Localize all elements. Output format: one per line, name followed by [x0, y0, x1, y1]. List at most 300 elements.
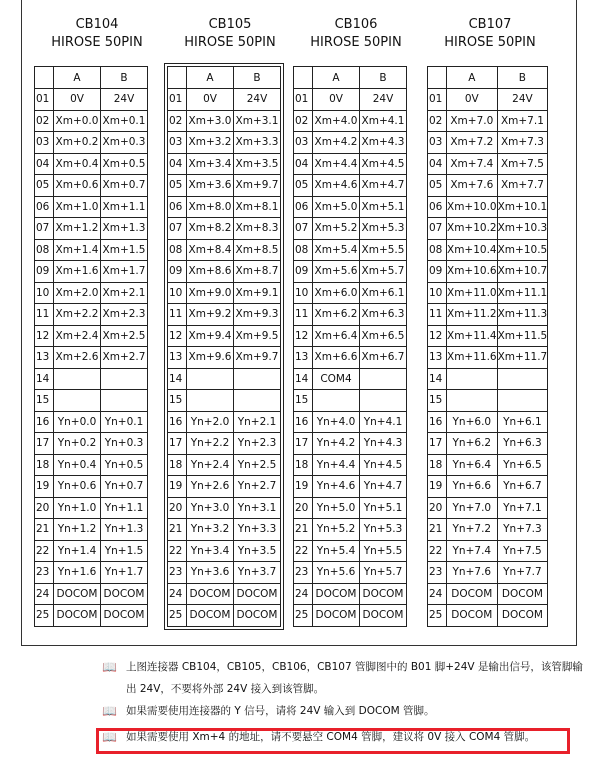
pin-signal-a: DOCOM	[187, 583, 234, 605]
pin-signal-b: Xm+10.5	[497, 239, 548, 261]
pin-signal-b: Xm+8.1	[234, 196, 281, 218]
table-row	[428, 239, 548, 261]
header-col-b: B	[101, 67, 148, 89]
pin-signal-b	[101, 368, 148, 390]
pin-number: 14	[294, 368, 313, 390]
pin-signal-a: Yn+5.2	[313, 519, 360, 541]
pin-number: 10	[168, 282, 187, 304]
table-row	[35, 476, 148, 498]
table-row	[35, 175, 148, 197]
pin-number: 13	[294, 347, 313, 369]
table-row	[35, 433, 148, 455]
pin-signal-b: 24V	[497, 89, 548, 111]
pin-signal-a: Xm+1.4	[54, 239, 101, 261]
table-row	[35, 390, 148, 412]
table-row	[168, 368, 281, 390]
table-row	[168, 239, 281, 261]
pin-signal-a: Yn+3.4	[187, 540, 234, 562]
pin-number: 24	[35, 583, 54, 605]
pin-number: 06	[35, 196, 54, 218]
pin-signal-a: Xm+3.0	[187, 110, 234, 132]
pin-number: 03	[35, 132, 54, 154]
pin-signal-b: Yn+0.3	[101, 433, 148, 455]
note-item	[102, 656, 592, 700]
table-row	[35, 562, 148, 584]
pin-signal-b: Yn+0.1	[101, 411, 148, 433]
table-row	[428, 304, 548, 326]
header-col-b: B	[234, 67, 281, 89]
pin-signal-b: Yn+7.7	[497, 562, 548, 584]
table-header-row	[35, 67, 148, 89]
pin-signal-b	[101, 390, 148, 412]
pin-signal-b: Xm+2.1	[101, 282, 148, 304]
pin-signal-a	[313, 390, 360, 412]
connector-name: CB106	[334, 17, 378, 32]
pin-signal-b: Xm+3.1	[234, 110, 281, 132]
pin-number: 05	[35, 175, 54, 197]
pin-signal-a	[447, 368, 498, 390]
pin-number: 07	[35, 218, 54, 240]
table-row	[294, 540, 407, 562]
pin-signal-b: Yn+5.5	[360, 540, 407, 562]
pin-signal-a: Xm+0.2	[54, 132, 101, 154]
connector-cb106	[293, 0, 419, 627]
pin-signal-b: Xm+4.3	[360, 132, 407, 154]
pin-signal-a: Yn+2.4	[187, 454, 234, 476]
pin-signal-b: Xm+2.7	[101, 347, 148, 369]
pin-number: 19	[428, 476, 447, 498]
pin-number: 05	[294, 175, 313, 197]
pin-signal-a	[54, 368, 101, 390]
note-item	[102, 700, 592, 722]
pin-signal-a: Yn+1.2	[54, 519, 101, 541]
pin-number: 11	[168, 304, 187, 326]
pin-signal-b: Xm+8.3	[234, 218, 281, 240]
pin-signal-b: Xm+4.5	[360, 153, 407, 175]
pin-signal-b: Xm+7.1	[497, 110, 548, 132]
pin-signal-b: Yn+3.1	[234, 497, 281, 519]
table-row	[294, 153, 407, 175]
table-row	[168, 347, 281, 369]
pin-signal-b: Xm+8.7	[234, 261, 281, 283]
pin-signal-b: DOCOM	[497, 605, 548, 627]
table-row	[428, 325, 548, 347]
pin-signal-b: 24V	[360, 89, 407, 111]
pin-signal-a: 0V	[313, 89, 360, 111]
pin-signal-a: Yn+7.2	[447, 519, 498, 541]
pin-signal-b: Xm+0.5	[101, 153, 148, 175]
pin-signal-b: DOCOM	[101, 583, 148, 605]
pin-number: 11	[35, 304, 54, 326]
table-row	[428, 110, 548, 132]
table-row	[428, 497, 548, 519]
table-row	[428, 347, 548, 369]
pin-number: 07	[294, 218, 313, 240]
pin-signal-a: Xm+4.0	[313, 110, 360, 132]
table-row	[294, 411, 407, 433]
header-col-b: B	[360, 67, 407, 89]
pin-signal-a: Xm+3.6	[187, 175, 234, 197]
pin-signal-a: Xm+5.4	[313, 239, 360, 261]
pin-signal-b: Yn+2.1	[234, 411, 281, 433]
table-row	[294, 583, 407, 605]
table-row	[294, 433, 407, 455]
pin-signal-b: Yn+5.7	[360, 562, 407, 584]
pin-number: 07	[428, 218, 447, 240]
pin-number: 02	[168, 110, 187, 132]
pin-signal-b: Xm+8.5	[234, 239, 281, 261]
pin-number: 13	[35, 347, 54, 369]
pin-number: 18	[35, 454, 54, 476]
pin-number: 08	[35, 239, 54, 261]
pin-signal-a: Yn+3.0	[187, 497, 234, 519]
pin-signal-a: Xm+6.6	[313, 347, 360, 369]
pin-signal-a: Xm+8.4	[187, 239, 234, 261]
pin-signal-b: Xm+6.3	[360, 304, 407, 326]
pin-number: 21	[294, 519, 313, 541]
pin-signal-a: Xm+8.6	[187, 261, 234, 283]
pin-number: 09	[294, 261, 313, 283]
pin-number: 05	[428, 175, 447, 197]
pin-number: 04	[294, 153, 313, 175]
pin-number: 15	[428, 390, 447, 412]
pin-signal-a: COM4	[313, 368, 360, 390]
pin-signal-b	[234, 390, 281, 412]
pin-signal-b: Yn+0.5	[101, 454, 148, 476]
table-row	[168, 433, 281, 455]
pin-signal-b: Yn+7.1	[497, 497, 548, 519]
table-row	[168, 110, 281, 132]
pin-number: 17	[428, 433, 447, 455]
pin-signal-a: Xm+1.2	[54, 218, 101, 240]
table-row	[35, 325, 148, 347]
pin-table	[427, 66, 548, 627]
pin-signal-b: Xm+7.5	[497, 153, 548, 175]
pin-signal-a	[54, 390, 101, 412]
pin-signal-a: Xm+4.2	[313, 132, 360, 154]
pin-number: 24	[428, 583, 447, 605]
pin-signal-b: Yn+0.7	[101, 476, 148, 498]
pin-signal-b: Yn+7.5	[497, 540, 548, 562]
pin-signal-b: Yn+6.7	[497, 476, 548, 498]
pin-signal-b: Yn+3.3	[234, 519, 281, 541]
connector-type: HIROSE 50PIN	[184, 35, 276, 50]
pin-signal-a: Xm+7.0	[447, 110, 498, 132]
table-row	[168, 519, 281, 541]
pin-signal-a: Yn+0.4	[54, 454, 101, 476]
pin-number: 03	[428, 132, 447, 154]
pin-table	[293, 66, 407, 627]
pin-number: 01	[294, 89, 313, 111]
pin-signal-b: DOCOM	[101, 605, 148, 627]
pin-signal-a: Yn+3.2	[187, 519, 234, 541]
pin-signal-a: Xm+4.6	[313, 175, 360, 197]
pin-signal-a: Xm+10.6	[447, 261, 498, 283]
table-row	[168, 454, 281, 476]
pin-signal-a: Yn+5.4	[313, 540, 360, 562]
pin-signal-a: Xm+5.0	[313, 196, 360, 218]
pin-signal-a: Xm+7.2	[447, 132, 498, 154]
note-text: 如果需要使用 Xm+4 的地址，请不要悬空 COM4 管脚，建议将 0V 接入 COM4 管脚。	[126, 731, 536, 743]
table-row	[35, 239, 148, 261]
table-row	[35, 261, 148, 283]
pin-signal-b: Xm+5.1	[360, 196, 407, 218]
pin-number: 15	[35, 390, 54, 412]
connector-type: HIROSE 50PIN	[310, 35, 402, 50]
pin-signal-b: Xm+5.3	[360, 218, 407, 240]
pin-signal-a: Xm+2.2	[54, 304, 101, 326]
pin-signal-a: Xm+2.4	[54, 325, 101, 347]
connector-cb105	[167, 0, 293, 627]
pin-number: 16	[168, 411, 187, 433]
pin-signal-b: Xm+0.1	[101, 110, 148, 132]
table-row	[294, 261, 407, 283]
pin-signal-b: Yn+7.3	[497, 519, 548, 541]
pin-signal-a: Yn+6.6	[447, 476, 498, 498]
table-row	[428, 175, 548, 197]
table-row	[294, 196, 407, 218]
pin-signal-a: Xm+1.6	[54, 261, 101, 283]
table-row	[428, 433, 548, 455]
pin-signal-a: Yn+7.6	[447, 562, 498, 584]
pin-signal-b: Yn+4.5	[360, 454, 407, 476]
pin-table	[34, 66, 148, 627]
pin-number: 06	[294, 196, 313, 218]
table-row	[428, 583, 548, 605]
pin-number: 16	[428, 411, 447, 433]
table-row	[428, 519, 548, 541]
pin-signal-a: Xm+11.6	[447, 347, 498, 369]
table-row	[168, 411, 281, 433]
table-row	[168, 153, 281, 175]
pin-signal-a: Yn+7.0	[447, 497, 498, 519]
table-row	[294, 325, 407, 347]
table-row	[168, 261, 281, 283]
pin-number: 02	[35, 110, 54, 132]
pin-number: 22	[168, 540, 187, 562]
table-row	[35, 605, 148, 627]
table-row	[294, 304, 407, 326]
table-row	[35, 110, 148, 132]
pin-signal-a: Xm+10.0	[447, 196, 498, 218]
pin-signal-b: Xm+10.1	[497, 196, 548, 218]
header-blank	[168, 67, 187, 89]
pin-number: 02	[428, 110, 447, 132]
pin-signal-b: Yn+1.3	[101, 519, 148, 541]
pin-signal-a: Yn+1.4	[54, 540, 101, 562]
pin-signal-a: Xm+7.6	[447, 175, 498, 197]
pin-signal-b	[234, 368, 281, 390]
table-row	[168, 304, 281, 326]
pin-signal-a: Yn+2.6	[187, 476, 234, 498]
header-col-a: A	[447, 67, 498, 89]
table-row	[428, 605, 548, 627]
red-highlight-box	[96, 728, 570, 754]
table-row	[428, 261, 548, 283]
pin-number: 11	[428, 304, 447, 326]
pin-number: 08	[428, 239, 447, 261]
pin-signal-a: Yn+6.0	[447, 411, 498, 433]
pin-signal-a: DOCOM	[187, 605, 234, 627]
pin-signal-a: Xm+9.0	[187, 282, 234, 304]
book-icon: 📖	[102, 660, 117, 674]
pin-signal-a: 0V	[447, 89, 498, 111]
pin-number: 16	[294, 411, 313, 433]
pin-signal-b: Xm+7.3	[497, 132, 548, 154]
pin-number: 24	[168, 583, 187, 605]
pin-signal-a: Yn+5.6	[313, 562, 360, 584]
pin-signal-a: Xm+11.2	[447, 304, 498, 326]
table-row	[294, 390, 407, 412]
pin-signal-a: Xm+6.2	[313, 304, 360, 326]
pin-signal-b: Xm+1.7	[101, 261, 148, 283]
pin-signal-a: DOCOM	[54, 583, 101, 605]
pin-signal-b: Xm+1.5	[101, 239, 148, 261]
pin-signal-b: Xm+0.7	[101, 175, 148, 197]
table-row	[168, 390, 281, 412]
table-row	[35, 218, 148, 240]
header-col-b: B	[497, 67, 548, 89]
pin-signal-a: Xm+3.2	[187, 132, 234, 154]
pin-number: 25	[35, 605, 54, 627]
pin-number: 09	[35, 261, 54, 283]
table-row	[428, 540, 548, 562]
pin-signal-b: Xm+9.1	[234, 282, 281, 304]
table-header-row	[428, 67, 548, 89]
pin-signal-a: 0V	[54, 89, 101, 111]
table-row	[428, 454, 548, 476]
pin-signal-a: Xm+6.4	[313, 325, 360, 347]
pin-signal-a: 0V	[187, 89, 234, 111]
table-row	[428, 218, 548, 240]
pin-signal-b: 24V	[234, 89, 281, 111]
header-blank	[294, 67, 313, 89]
table-row	[168, 497, 281, 519]
pin-signal-a: Xm+3.4	[187, 153, 234, 175]
table-row	[168, 282, 281, 304]
pin-number: 21	[35, 519, 54, 541]
pin-number: 22	[294, 540, 313, 562]
table-row	[294, 562, 407, 584]
pin-signal-b	[360, 368, 407, 390]
pin-signal-b: Xm+10.7	[497, 261, 548, 283]
pin-signal-a: Xm+2.6	[54, 347, 101, 369]
pin-signal-b: DOCOM	[360, 583, 407, 605]
note-text: 如果需要使用连接器的 Y 信号，请将 24V 输入到 DOCOM 管脚。	[126, 705, 435, 717]
pin-number: 10	[35, 282, 54, 304]
table-row	[428, 282, 548, 304]
pin-number: 17	[294, 433, 313, 455]
pin-signal-b: Yn+4.3	[360, 433, 407, 455]
table-row	[168, 325, 281, 347]
pin-signal-b: DOCOM	[234, 605, 281, 627]
table-row	[168, 476, 281, 498]
pin-number: 19	[168, 476, 187, 498]
pin-signal-b: Xm+9.3	[234, 304, 281, 326]
table-row	[35, 368, 148, 390]
table-row	[294, 132, 407, 154]
pin-number: 07	[168, 218, 187, 240]
pin-signal-b: Xm+11.7	[497, 347, 548, 369]
pin-number: 12	[35, 325, 54, 347]
pin-signal-b: DOCOM	[497, 583, 548, 605]
table-row	[168, 605, 281, 627]
table-row	[168, 583, 281, 605]
pin-signal-a: Yn+4.2	[313, 433, 360, 455]
pin-signal-a: Xm+9.2	[187, 304, 234, 326]
pin-signal-b	[497, 368, 548, 390]
pin-number: 25	[428, 605, 447, 627]
table-row	[294, 89, 407, 111]
pin-signal-a: Xm+9.6	[187, 347, 234, 369]
pin-signal-b: Xm+5.5	[360, 239, 407, 261]
book-icon: 📖	[102, 704, 117, 718]
header-blank	[35, 67, 54, 89]
pin-signal-a	[447, 390, 498, 412]
table-row	[35, 304, 148, 326]
pin-signal-a	[187, 390, 234, 412]
pin-signal-b: Xm+10.3	[497, 218, 548, 240]
pin-signal-b: Xm+3.3	[234, 132, 281, 154]
pin-signal-b: Xm+2.5	[101, 325, 148, 347]
book-icon: 📖	[102, 730, 117, 744]
pin-number: 23	[168, 562, 187, 584]
pin-signal-a: Xm+4.4	[313, 153, 360, 175]
note-text: 上图连接器 CB104，CB105，CB106，CB107 管脚图中的 B01 脚+24V 是输出信号，该管脚输出 24V，不要将外部 24V 接入到该管脚。	[126, 661, 583, 695]
pin-signal-a: Yn+2.2	[187, 433, 234, 455]
pin-signal-b	[360, 390, 407, 412]
pin-number: 09	[428, 261, 447, 283]
pin-signal-a: Xm+8.2	[187, 218, 234, 240]
pin-signal-b: Yn+3.7	[234, 562, 281, 584]
pin-signal-a: Xm+0.4	[54, 153, 101, 175]
pin-signal-b: DOCOM	[234, 583, 281, 605]
pin-signal-a: Xm+0.0	[54, 110, 101, 132]
table-row	[35, 583, 148, 605]
pin-signal-b: Yn+2.5	[234, 454, 281, 476]
header-col-a: A	[54, 67, 101, 89]
pin-signal-b	[497, 390, 548, 412]
table-row	[294, 282, 407, 304]
pin-number: 21	[168, 519, 187, 541]
pin-number: 13	[428, 347, 447, 369]
table-row	[428, 368, 548, 390]
pin-signal-a	[187, 368, 234, 390]
pin-number: 13	[168, 347, 187, 369]
pin-signal-b: Xm+3.5	[234, 153, 281, 175]
pin-number: 17	[168, 433, 187, 455]
pin-signal-a: Xm+10.4	[447, 239, 498, 261]
table-row	[428, 562, 548, 584]
pin-signal-b: Xm+6.5	[360, 325, 407, 347]
table-row	[35, 153, 148, 175]
pin-number: 12	[294, 325, 313, 347]
pin-signal-a: Yn+6.4	[447, 454, 498, 476]
pin-signal-b: Xm+11.5	[497, 325, 548, 347]
connector-title	[167, 16, 293, 54]
pin-number: 03	[168, 132, 187, 154]
pin-signal-b: Xm+9.7	[234, 175, 281, 197]
pin-signal-b: Yn+6.3	[497, 433, 548, 455]
pin-signal-b: Yn+5.3	[360, 519, 407, 541]
table-row	[35, 89, 148, 111]
pin-signal-a: DOCOM	[54, 605, 101, 627]
pin-number: 10	[428, 282, 447, 304]
pin-number: 02	[294, 110, 313, 132]
pin-signal-b: Yn+1.1	[101, 497, 148, 519]
table-row	[428, 390, 548, 412]
pin-signal-b: Xm+9.7	[234, 347, 281, 369]
